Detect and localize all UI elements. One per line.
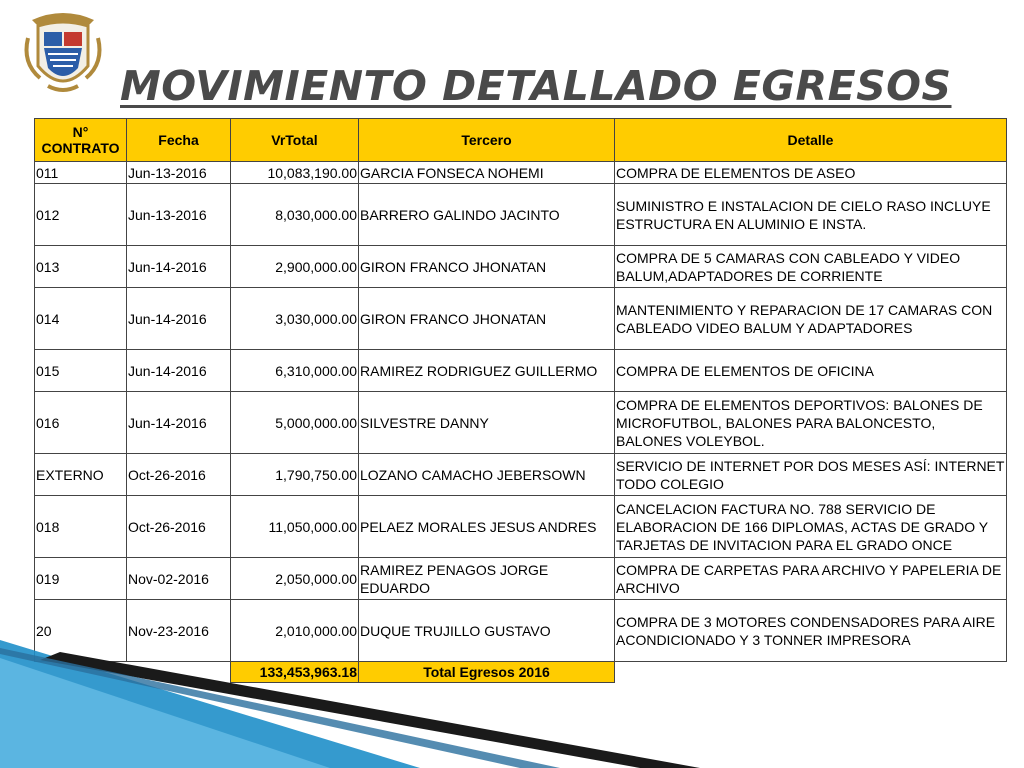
column-header-detalle: Detalle	[615, 119, 1007, 162]
table-row	[35, 558, 1007, 600]
cell-contrato: 011	[35, 162, 127, 184]
total-label: Total Egresos 2016	[359, 662, 615, 683]
cell-tercero: PELAEZ MORALES JESUS ANDRES	[359, 496, 615, 558]
cell-fecha: Nov-23-2016	[127, 600, 231, 662]
table-row	[35, 392, 1007, 454]
cell-fecha: Oct-26-2016	[127, 496, 231, 558]
cell-fecha: Jun-14-2016	[127, 246, 231, 288]
cell-detalle: COMPRA DE ELEMENTOS DE OFICINA	[615, 350, 1007, 392]
cell-fecha: Jun-13-2016	[127, 184, 231, 246]
cell-fecha: Jun-13-2016	[127, 162, 231, 184]
cell-tercero: GARCIA FONSECA NOHEMI	[359, 162, 615, 184]
cell-vrtotal: 10,083,190.00	[231, 162, 359, 184]
cell-tercero: BARRERO GALINDO JACINTO	[359, 184, 615, 246]
cell-vrtotal: 11,050,000.00	[231, 496, 359, 558]
cell-detalle: MANTENIMIENTO Y REPARACION DE 17 CAMARAS CON CABLEADO VIDEO BALUM Y ADAPTADORES	[615, 288, 1007, 350]
table-header-row	[35, 119, 1007, 162]
cell-vrtotal: 3,030,000.00	[231, 288, 359, 350]
decorative-stripes	[0, 640, 700, 768]
table-row	[35, 350, 1007, 392]
cell-vrtotal: 2,900,000.00	[231, 246, 359, 288]
table-row	[35, 162, 1007, 184]
cell-fecha: Oct-26-2016	[127, 454, 231, 496]
cell-detalle: COMPRA DE ELEMENTOS DEPORTIVOS: BALONES DE MICROFUTBOL, BALONES PARA BALONCESTO, BALONES VOLEYBOL.	[615, 392, 1007, 454]
cell-fecha: Jun-14-2016	[127, 392, 231, 454]
page-title: MOVIMIENTO DETALLADO EGRESOS	[120, 62, 952, 110]
cell-vrtotal: 5,000,000.00	[231, 392, 359, 454]
cell-tercero: DUQUE TRUJILLO GUSTAVO	[359, 600, 615, 662]
total-value: 133,453,963.18	[231, 662, 359, 683]
cell-tercero: RAMIREZ PENAGOS JORGE EDUARDO	[359, 558, 615, 600]
cell-detalle: COMPRA DE 5 CAMARAS CON CABLEADO Y VIDEO BALUM,ADAPTADORES DE CORRIENTE	[615, 246, 1007, 288]
cell-detalle: COMPRA DE CARPETAS PARA ARCHIVO Y PAPELERIA DE ARCHIVO	[615, 558, 1007, 600]
cell-contrato: 014	[35, 288, 127, 350]
cell-detalle: COMPRA DE ELEMENTOS DE ASEO	[615, 162, 1007, 184]
cell-contrato: 016	[35, 392, 127, 454]
coat-of-arms-logo	[18, 8, 108, 98]
cell-contrato: 015	[35, 350, 127, 392]
cell-detalle: COMPRA DE 3 MOTORES CONDENSADORES PARA AIRE ACONDICIONADO Y 3 TONNER IMPRESORA	[615, 600, 1007, 662]
cell-contrato: 20	[35, 600, 127, 662]
table-row	[35, 454, 1007, 496]
expenses-table	[34, 118, 1007, 683]
cell-tercero: LOZANO CAMACHO JEBERSOWN	[359, 454, 615, 496]
cell-fecha: Nov-02-2016	[127, 558, 231, 600]
cell-contrato: EXTERNO	[35, 454, 127, 496]
cell-tercero: SILVESTRE DANNY	[359, 392, 615, 454]
cell-detalle: CANCELACION FACTURA NO. 788 SERVICIO DE ELABORACION DE 166 DIPLOMAS, ACTAS DE GRADO Y TARJETAS DE INVITACION PARA EL GRADO ONCE	[615, 496, 1007, 558]
cell-vrtotal: 6,310,000.00	[231, 350, 359, 392]
cell-contrato: 012	[35, 184, 127, 246]
table-row	[35, 288, 1007, 350]
cell-vrtotal: 2,050,000.00	[231, 558, 359, 600]
column-header-fecha: Fecha	[127, 119, 231, 162]
column-header-contrato: N° CONTRATO	[35, 119, 127, 162]
column-header-vrtotal: VrTotal	[231, 119, 359, 162]
table-row	[35, 246, 1007, 288]
cell-vrtotal: 1,790,750.00	[231, 454, 359, 496]
cell-fecha: Jun-14-2016	[127, 350, 231, 392]
cell-detalle: SERVICIO DE INTERNET POR DOS MESES ASÍ: INTERNET TODO COLEGIO	[615, 454, 1007, 496]
cell-fecha: Jun-14-2016	[127, 288, 231, 350]
cell-contrato: 018	[35, 496, 127, 558]
cell-tercero: GIRON FRANCO JHONATAN	[359, 246, 615, 288]
cell-tercero: GIRON FRANCO JHONATAN	[359, 288, 615, 350]
column-header-tercero: Tercero	[359, 119, 615, 162]
table-row	[35, 184, 1007, 246]
cell-vrtotal: 8,030,000.00	[231, 184, 359, 246]
cell-tercero: RAMIREZ RODRIGUEZ GUILLERMO	[359, 350, 615, 392]
cell-contrato: 013	[35, 246, 127, 288]
cell-vrtotal: 2,010,000.00	[231, 600, 359, 662]
table-row	[35, 496, 1007, 558]
cell-contrato: 019	[35, 558, 127, 600]
cell-detalle: SUMINISTRO E INSTALACION DE CIELO RASO INCLUYE ESTRUCTURA EN ALUMINIO E INSTA.	[615, 184, 1007, 246]
